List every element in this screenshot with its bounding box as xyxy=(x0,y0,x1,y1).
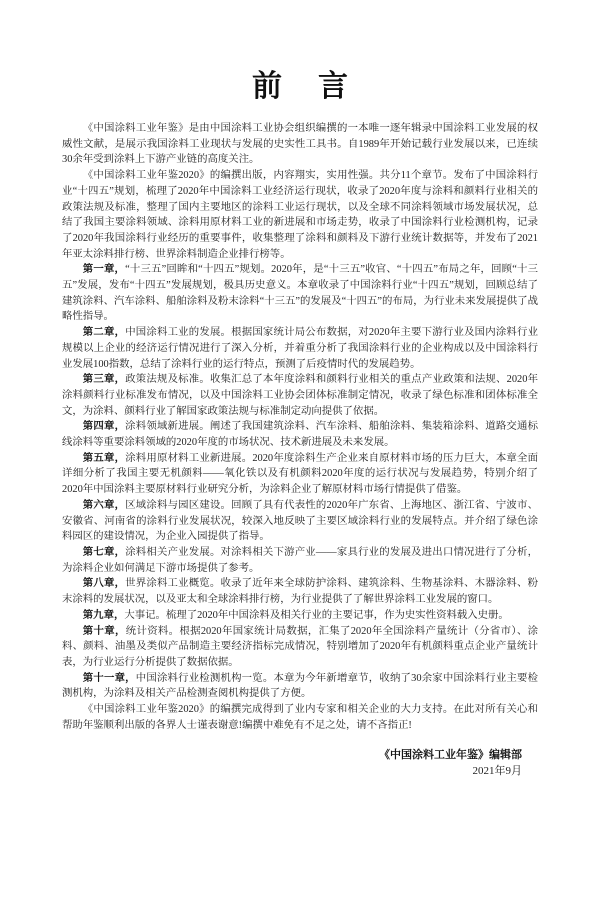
chapter-4-label: 第四章， xyxy=(82,421,126,433)
chapter-6-label: 第六章， xyxy=(82,499,126,511)
paragraph-text: 大事记。梳理了2020年中国涂料及相关行业的主要记事，作为史实性资料载入史册。 xyxy=(124,609,509,621)
editorial-department-signature: 《中国涂料工业年鉴》编辑部 xyxy=(379,749,522,762)
paragraph-chapter-2 xyxy=(62,325,538,372)
chapter-3-label: 第三章， xyxy=(82,374,126,386)
publication-date: 2021年9月 xyxy=(472,765,522,778)
paragraph-chapter-1 xyxy=(62,262,538,325)
paragraph-text: 涂料领域新进展。阐述了我国建筑涂料、汽车涂料、船舶涂料、集装箱涂料、道路交通标线涂料等重要涂料领域的2020年度的市场状况、技术新进展及未来发展。 xyxy=(62,421,539,449)
paragraph-text: 政策法规及标准。收集汇总了本年度涂料和颜料行业相关的重点产业政策和法规、2020年涂料颜料行业标准发布情况，以及中国涂料工业协会团体标准制定情况，收录了绿色标准和团体标准全文，为涂料、颜料行业了解国家政策法规与标准制定动向提供了依据。 xyxy=(62,374,539,417)
paragraph-overview xyxy=(62,168,538,262)
chapter-5-label: 第五章， xyxy=(82,452,126,464)
paragraph-text: 《中国涂料工业年鉴2020》的编撰出版，内容翔实，实用性强。共分11个章节。发布了中国涂料行业“十四五”规划，梳理了2020年中国涂料工业经济运行现状，收录了2020年度与涂料和颜料行业相关的政策法规及标准，整理了国内主要地区的涂料工业运行现状，以及全球不同涂料领域市场发展状况，总结了我国主要涂料领域、涂料用原材料工业的新进展和市场走势，收录了中国涂料行业检测机构，记录了2020年我国涂料行业经历的重要事件，收集整理了涂料和颜料及下游行业统计数据等，并发布了2021年亚太涂料排行榜、世界涂料制造企业排行榜等。 xyxy=(62,170,538,260)
paragraph-chapter-11 xyxy=(62,671,538,702)
chapter-11-label: 第十一章， xyxy=(82,672,136,684)
signature-block xyxy=(62,747,538,779)
chapter-8-label: 第八章， xyxy=(82,578,126,590)
paragraph-chapter-9 xyxy=(62,608,538,624)
paragraph-text: 区域涂料与园区建设。回顾了具有代表性的2020年广东省、上海地区、浙江省、宁波市、安徽省、河南省的涂料行业发展状况，较深入地反映了主要区域涂料行业的发展特点。并介绍了绿色涂料园区的建设情况，为企业入园提供了指导。 xyxy=(62,499,539,543)
paragraph-text: 《中国涂料工业年鉴》是由中国涂料工业协会组织编撰的一本唯一逐年辑录中国涂料工业发展的权威性文献，是展示我国涂料工业现状与发展的史实性工具书。自1989年开始记载行业发展以来，已连续30余年受到涂料上下游产业链的高度关注。 xyxy=(62,123,538,166)
preface-page xyxy=(0,69,600,905)
chapter-1-label: 第一章， xyxy=(82,264,126,276)
paragraph-text: “十三五”回眸和“十四五”规划。2020年，是“十三五”收官、“十四五”布局之年，回顾“十三五”发展，发布“十四五”发展规划，极具历史意义。本章收录了中国涂料行业“十四五”规划，回顾总结了建筑涂料、汽车涂料、船舶涂料及粉末涂料“十三五”的发展及“十四五”的布局，为行业未来发展提供了战略性指导。 xyxy=(62,264,539,323)
paragraph-text: 《中国涂料工业年鉴2020》的编撰完成得到了业内专家和相关企业的大力支持。在此对所有关心和帮助年鉴顺利出版的各界人士谨表谢意!编撰中难免有不足之处，请不吝指正! xyxy=(62,704,538,731)
paragraph-text: 涂料相关产业发展。对涂料相关下游产业——家具行业的发展及进出口情况进行了分析，为涂料企业如何满足下游市场提供了参考。 xyxy=(62,546,539,574)
paragraph-text: 中国涂料行业检测机构一览。本章为今年新增章节，收纳了30余家中国涂料行业主要检测机构，为涂料及相关产品检测查阅机构提供了方便。 xyxy=(62,672,539,700)
paragraph-chapter-4 xyxy=(62,419,538,450)
chapter-10-label: 第十章， xyxy=(82,625,126,637)
paragraph-chapter-10 xyxy=(62,624,538,671)
paragraph-chapter-5 xyxy=(62,451,538,498)
paragraph-text: 涂料用原材料工业新进展。2020年度涂料生产企业来自原材料市场的压力巨大，本章全面详细分析了我国主要无机颜料——氧化铁以及有机颜料2020年度的运行状况与发展趋势，特别介绍了2020年中国涂料主要原材料行业研究分析，为涂料企业了解原材料市场行情提供了借鉴。 xyxy=(62,452,539,496)
paragraph-acknowledgement xyxy=(62,702,538,733)
paragraph-text: 中国涂料工业的发展。根据国家统计局公布数据，对2020年主要下游行业及国内涂料行业规模以上企业的经济运行情况进行了深入分析，并着重分析了我国涂料行业的企业构成以及中国涂料行业发展100指数，总结了涂料行业的运行特点，预测了后疫情时代的发展趋势。 xyxy=(62,327,539,370)
chapter-9-label: 第九章， xyxy=(82,609,125,621)
paragraph-text: 统计资料。根据2020年国家统计局数据，汇集了2020年全国涂料产量统计（分省市）、涂料、颜料、油墨及类似产品制造主要经济指标完成情况，特别增加了2020年有机颜料重点企业产量统计表，为行业运行分析提供了数据依据。 xyxy=(62,625,539,668)
paragraph-intro xyxy=(62,121,538,168)
page-title: 前 言 xyxy=(252,70,351,103)
paragraph-chapter-6 xyxy=(62,498,538,545)
chapter-7-label: 第七章， xyxy=(82,546,126,558)
chapter-2-label: 第二章， xyxy=(82,327,126,339)
paragraph-text: 世界涂料工业概览。收录了近年来全球防护涂料、建筑涂料、生物基涂料、木器涂料、粉末涂料的发展状况，以及亚太和全球涂料排行榜，为行业提供了了解世界涂料工业发展的窗口。 xyxy=(62,578,539,606)
preface-body xyxy=(62,121,538,779)
paragraph-chapter-3 xyxy=(62,372,538,419)
paragraph-chapter-7 xyxy=(62,545,538,576)
paragraph-chapter-8 xyxy=(62,576,538,607)
